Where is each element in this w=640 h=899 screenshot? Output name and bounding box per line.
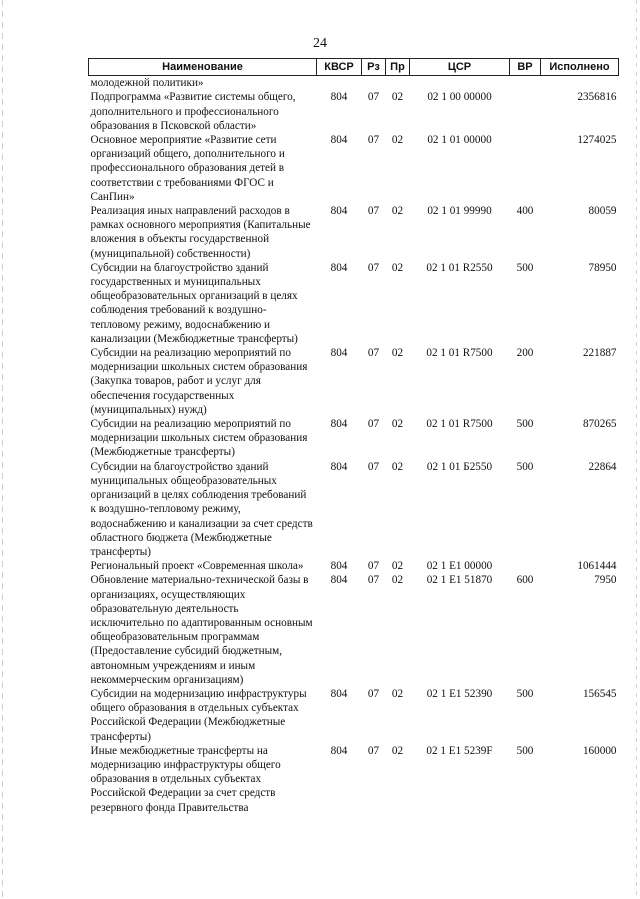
cell-rz: 07 bbox=[367, 574, 380, 587]
cell-csr: 02 1 00 00000 bbox=[427, 91, 492, 104]
cell-pr: 02 bbox=[391, 91, 404, 104]
cell-csr: 02 1 Е1 52390 bbox=[426, 687, 493, 700]
cell-vr: 500 bbox=[516, 744, 534, 757]
cell-pr: 02 bbox=[391, 560, 404, 573]
column-header-rz: Рз bbox=[362, 59, 386, 76]
table-row bbox=[89, 346, 619, 417]
table-row bbox=[89, 204, 619, 261]
cell-rz: 07 bbox=[367, 347, 380, 360]
cell-name: Субсидии на благоустройство зданий муниципальных общеобразовательных организаций в целях соблюдения требований к воздушно-тепловому режиму, водоснабжению и канализации за счет средств областного бюджета (Межбюджетные трансферты) bbox=[90, 460, 313, 558]
column-header-amount: Исполнено bbox=[541, 59, 619, 76]
cell-kvsr bbox=[317, 76, 362, 91]
table-row bbox=[89, 417, 619, 460]
column-header-csr: ЦСР bbox=[410, 59, 510, 76]
cell-name: молодежной политики» bbox=[90, 77, 204, 90]
cell-kvsr: 804 bbox=[330, 261, 348, 274]
cell-rz bbox=[362, 76, 386, 91]
table-row bbox=[89, 76, 619, 91]
cell-vr: 500 bbox=[516, 687, 534, 700]
cell-pr: 02 bbox=[391, 134, 404, 147]
table-row bbox=[89, 90, 619, 133]
cell-vr bbox=[510, 76, 541, 91]
cell-vr: 400 bbox=[516, 205, 534, 218]
cell-rz: 07 bbox=[367, 205, 380, 218]
cell-amount: 7950 bbox=[594, 574, 617, 587]
cell-vr bbox=[510, 133, 541, 204]
cell-pr: 02 bbox=[391, 205, 404, 218]
cell-csr: 02 1 Е1 51870 bbox=[426, 574, 493, 587]
cell-name: Иные межбюджетные трансферты на модернизацию инфраструктуры общего образования в отдельных субъектах Российской Федерации за счет средств резервного фонда Правительства bbox=[90, 744, 281, 814]
cell-vr: 500 bbox=[516, 460, 534, 473]
cell-amount: 1274025 bbox=[577, 134, 617, 147]
cell-kvsr: 804 bbox=[330, 91, 348, 104]
cell-rz: 07 bbox=[367, 744, 380, 757]
cell-name: Субсидии на благоустройство зданий государственных и муниципальных общеобразовательных организаций в целях соблюдения требований к воздушно-тепловому режиму, водоснабжению и канализации (Межбюджетные трансферты) bbox=[90, 261, 298, 345]
cell-name: Реализация иных направлений расходов в рамках основного мероприятия (Капитальные вложения в объекты государственной (муниципальной) собственности) bbox=[90, 205, 311, 260]
cell-csr: 02 1 01 R2550 bbox=[426, 261, 493, 274]
cell-vr: 500 bbox=[516, 261, 534, 274]
cell-kvsr: 804 bbox=[330, 418, 348, 431]
cell-kvsr: 804 bbox=[330, 687, 348, 700]
scan-left-edge bbox=[2, 0, 3, 899]
cell-csr: 02 1 01 R7500 bbox=[426, 347, 493, 360]
cell-kvsr: 804 bbox=[330, 574, 348, 587]
cell-kvsr: 804 bbox=[330, 744, 348, 757]
cell-amount: 78950 bbox=[588, 261, 617, 274]
cell-kvsr: 804 bbox=[330, 560, 348, 573]
cell-amount bbox=[541, 76, 619, 91]
cell-pr: 02 bbox=[391, 744, 404, 757]
cell-vr: 500 bbox=[516, 418, 534, 431]
cell-amount: 80059 bbox=[588, 205, 617, 218]
cell-kvsr: 804 bbox=[330, 460, 348, 473]
table-row bbox=[89, 133, 619, 204]
cell-amount: 156545 bbox=[582, 687, 617, 700]
cell-csr bbox=[410, 76, 510, 91]
table-row bbox=[89, 687, 619, 744]
cell-csr: 02 1 Е1 5239F bbox=[426, 744, 493, 757]
cell-csr: 02 1 01 99990 bbox=[427, 205, 492, 218]
cell-pr: 02 bbox=[391, 687, 404, 700]
cell-rz: 07 bbox=[367, 134, 380, 147]
cell-name: Обновление материально-технической базы в организациях, осуществляющих образовательную деятельность исключительно по адаптированным основным общеобразовательным программам (Предоставление субсидий бюджетным, автономным учреждениям и иным некоммерческим организациям) bbox=[90, 574, 313, 686]
cell-pr: 02 bbox=[391, 418, 404, 431]
cell-amount: 2356816 bbox=[577, 91, 617, 104]
cell-name: Основное мероприятие «Развитие сети организаций общего, дополнительного и профессионального образования детей в соответствии с требованиями ФГОС и СанПин» bbox=[90, 134, 285, 203]
cell-csr: 02 1 Е1 00000 bbox=[426, 560, 493, 573]
cell-name: Региональный проект «Современная школа» bbox=[90, 560, 304, 573]
table-header-row bbox=[89, 59, 619, 76]
cell-kvsr: 804 bbox=[330, 347, 348, 360]
page-number: 24 bbox=[313, 36, 327, 51]
column-header-pr: Пр bbox=[386, 59, 410, 76]
table-row bbox=[89, 261, 619, 346]
cell-amount: 160000 bbox=[582, 744, 617, 757]
cell-amount: 221887 bbox=[582, 347, 617, 360]
scan-right-edge bbox=[636, 0, 637, 899]
cell-amount: 870265 bbox=[582, 418, 617, 431]
table-row bbox=[89, 460, 619, 559]
cell-pr: 02 bbox=[391, 574, 404, 587]
cell-rz: 07 bbox=[367, 91, 380, 104]
cell-vr: 600 bbox=[516, 574, 534, 587]
cell-rz: 07 bbox=[367, 687, 380, 700]
cell-rz: 07 bbox=[367, 460, 380, 473]
column-header-vr: ВР bbox=[510, 59, 541, 76]
cell-vr bbox=[510, 90, 541, 133]
cell-name: Субсидии на реализацию мероприятий по модернизации школьных систем образования (Межбюджетные трансферты) bbox=[90, 418, 308, 459]
cell-kvsr: 804 bbox=[330, 205, 348, 218]
column-header-name: Наименование bbox=[89, 59, 317, 76]
cell-rz: 07 bbox=[367, 560, 380, 573]
cell-name: Подпрограмма «Развитие системы общего, дополнительного и профессионального образования в Псковской области» bbox=[90, 91, 296, 132]
cell-name: Субсидии на модернизацию инфраструктуры общего образования в отдельных субъектах Российской Федерации (Межбюджетные трансферты) bbox=[90, 687, 307, 743]
cell-csr: 02 1 01 00000 bbox=[427, 134, 492, 147]
cell-rz: 07 bbox=[367, 418, 380, 431]
cell-csr: 02 1 01 R7500 bbox=[426, 418, 493, 431]
cell-name: Субсидии на реализацию мероприятий по модернизации школьных систем образования (Закупка товаров, работ и услуг для обеспечения государственных (муниципальных) нужд) bbox=[90, 347, 308, 416]
budget-execution-table bbox=[88, 58, 619, 815]
table-row bbox=[89, 744, 619, 815]
cell-pr: 02 bbox=[391, 261, 404, 274]
cell-amount: 22864 bbox=[588, 460, 617, 473]
cell-pr: 02 bbox=[391, 460, 404, 473]
table-row bbox=[89, 573, 619, 687]
cell-kvsr: 804 bbox=[330, 134, 348, 147]
cell-csr: 02 1 01 Б2550 bbox=[426, 460, 493, 473]
table-row bbox=[89, 559, 619, 573]
cell-vr bbox=[510, 559, 541, 573]
table-body bbox=[89, 76, 619, 815]
cell-rz: 07 bbox=[367, 261, 380, 274]
cell-pr bbox=[386, 76, 410, 91]
cell-vr: 200 bbox=[516, 347, 534, 360]
cell-pr: 02 bbox=[391, 347, 404, 360]
cell-amount: 1061444 bbox=[577, 560, 617, 573]
column-header-kvsr: КВСР bbox=[317, 59, 362, 76]
